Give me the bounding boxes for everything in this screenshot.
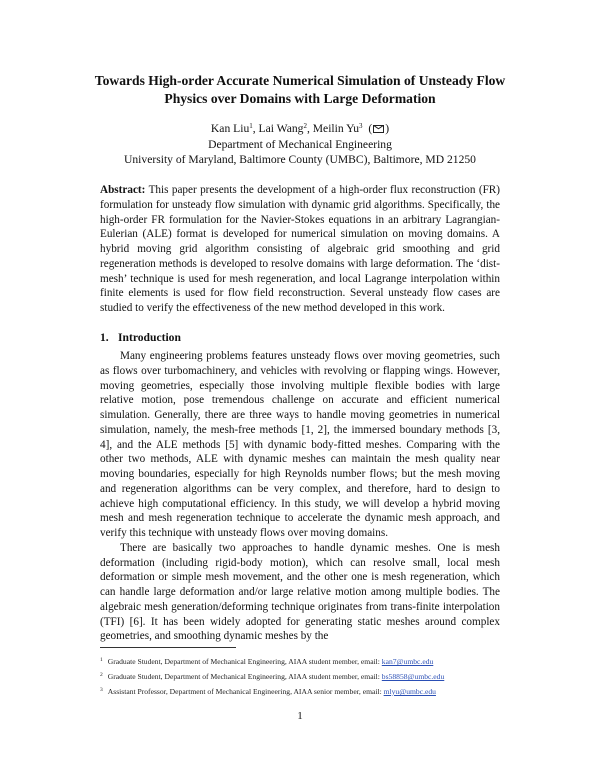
- footnote-text: Graduate Student, Department of Mechanical Engineering, AIAA student member, email:: [107, 657, 382, 666]
- affiliation: University of Maryland, Baltimore County (UMBC), Baltimore, MD 21250: [124, 153, 476, 166]
- footnote-marker: 1: [100, 657, 103, 663]
- email-link[interactable]: mlyu@umbc.edu: [383, 687, 436, 696]
- department: Department of Mechanical Engineering: [208, 137, 392, 151]
- author-3: Meilin Yu: [312, 122, 360, 135]
- author-3-sup: 3: [359, 122, 363, 130]
- abstract: [100, 183, 500, 316]
- author-1-sup: 1: [249, 122, 253, 130]
- paragraph-2: There are basically two approaches to handle dynamic meshes. One is mesh deformation (including rigid-body motion), which can resolve small, local mesh deformation or simple mesh movement, and the other one is mesh regeneration, which can handle large deformation and/or large relative motion among multiple bodies. The algebraic mesh generation/deforming technique originates from trans-finite interpolation (TFI) [6]. It has been widely adopted for generating static meshes around complex geometries, and smoothing dynamic meshes by the: [100, 541, 500, 643]
- introduction-body: [100, 349, 500, 644]
- email-link[interactable]: bs58858@umbc.edu: [381, 672, 445, 681]
- footnote-text: Assistant Professor, Department of Mechanical Engineering, AIAA senior member, email:: [107, 687, 384, 696]
- footnote-2: [100, 669, 520, 684]
- author-2-sup: 2: [303, 122, 307, 130]
- footnote-separator: [100, 647, 236, 648]
- author-names: Kan Liu$^1$, Lai Wang$^2$, Meilin Yu$^3$ ( ): [210, 122, 390, 135]
- abstract-text: This paper presents the development of a high-order flux reconstruction (FR) formulation for unsteady flow simulation with dynamic grid algorithms. Specifically, the high-order FR formulation for the Navier-Stokes equations in an arbitrary Lagrangian-Eulerian (ALE) format is developed for numerical simulation on moving domains. A hybrid moving grid algorithm consisting of algebraic grid smoothing and grid regeneration methods is developed to resolve domains with large deformation. The ‘dist-mesh’ technique is used for mesh regeneration, and local Lagrange interpolation within finite elements is used for flow field reconstruction. Several unsteady flow cases are studied to verify the effectiveness of the new method developed in this work.: [100, 184, 500, 314]
- paper-title: [60, 72, 540, 108]
- author-2: Lai Wang: [258, 122, 304, 135]
- author-1: Kan Liu: [210, 122, 250, 135]
- footnote-text: Graduate Student, Department of Mechanical Engineering, AIAA student member, email:: [107, 672, 382, 681]
- footnote-marker: 3: [100, 687, 103, 693]
- paragraph-1: Many engineering problems features unsteady flows over moving geometries, such as flows over turbomachinery, and vehicles with revolving or flapping wings. However, moving geometries, especially those involving multiple flexible bodies with large relative motion, pose tremendous challenge on accurate and efficient numerical simulation. Generally, there are three ways to handle moving geometries in numerical simulation, namely, the mesh-free methods [1, 2], the immersed boundary methods [3, 4], and the ALE methods [5] with dynamic body-fitted meshes. Comparing with the other two methods, ALE with dynamic meshes can maintain the mesh quality near moving boundaries, especially for high Reynolds number flows; but the mesh moving and regeneration algorithms can be very complex, and therefore, hard to design to achieve high computational efficiency. In this study, we will develop a hybrid moving mesh and mesh regeneration technique to accelerate the dynamic mesh approach, and verify this technique with unsteady flows over moving domains.: [100, 350, 500, 539]
- email-link[interactable]: kan7@umbc.edu: [381, 657, 434, 666]
- footnote-3: [100, 684, 520, 699]
- abstract-label: Abstract:: [100, 184, 146, 196]
- section-title: Introduction: [118, 331, 181, 344]
- footnote-marker: 2: [100, 672, 103, 678]
- page-number: 1: [297, 710, 303, 722]
- footnote-1: [100, 654, 520, 669]
- footnotes: [100, 654, 520, 699]
- title-line-1: Towards High-order Accurate Numerical Simulation of Unsteady Flow: [94, 73, 506, 88]
- section-number: 1.: [100, 331, 109, 344]
- section-heading-introduction: [100, 331, 500, 344]
- envelope-icon: [373, 125, 384, 133]
- author-block: [60, 121, 540, 168]
- title-line-2: Physics over Domains with Large Deformation: [164, 91, 436, 106]
